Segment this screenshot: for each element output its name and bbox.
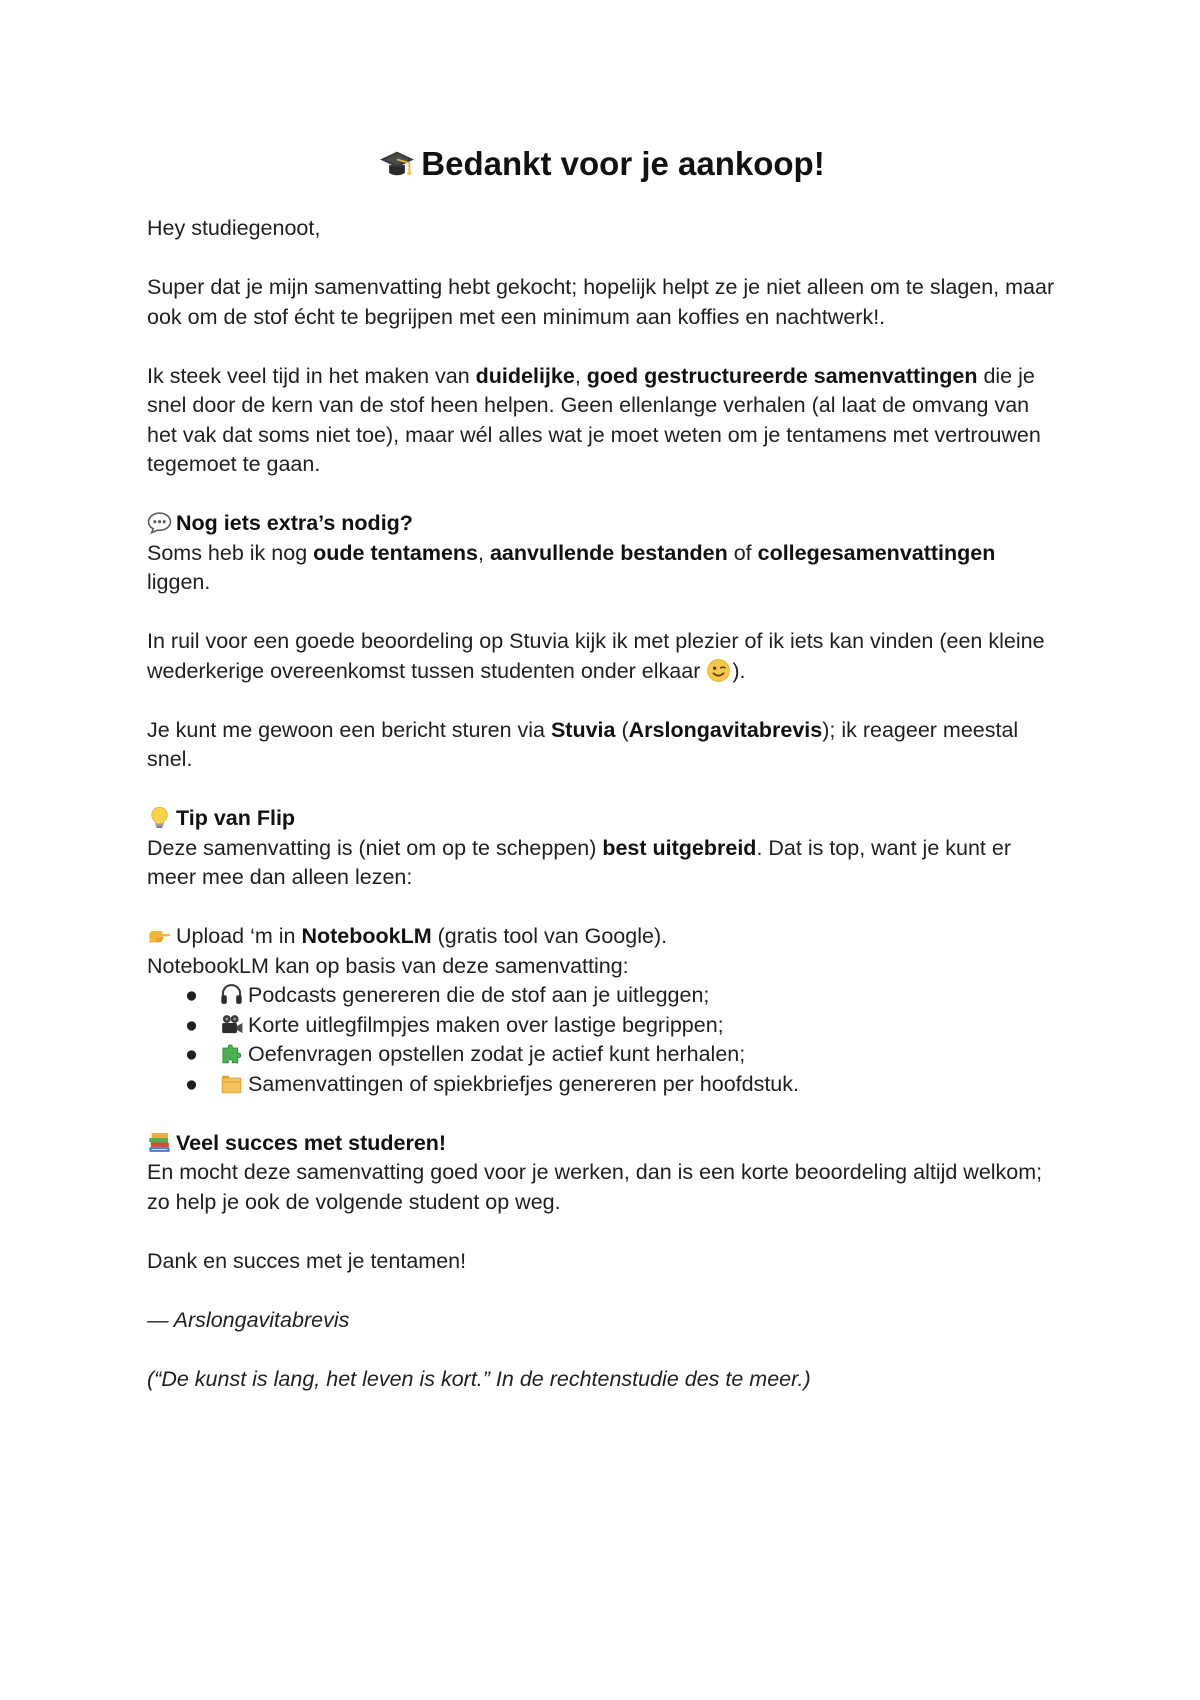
list-item: ● Samenvattingen of spiekbriefjes genereren per hoofdstuk. <box>185 1070 1057 1100</box>
closing-quote: (“De kunst is lang, het leven is kort.” In de rechtenstudie des te meer.) <box>147 1366 811 1391</box>
upload-line: Upload ‘m in NotebookLM (gratis tool van Google). <box>147 922 1057 952</box>
contact-paragraph: Je kunt me gewoon een bericht sturen via Stuvia (Arslongavitabrevis); ik reageer meestal snel. <box>147 717 1019 771</box>
upload-section <box>147 922 1057 981</box>
list-item: ● Podcasts genereren die de stof aan je uitleggen; <box>185 981 1057 1011</box>
success-section: Veel succes met studeren! En mocht deze samenvatting goed voor je werken, dan is een korte beoordeling altijd welkom; zo help je ook de volgende student op weg. <box>147 1129 1057 1218</box>
tip-heading: Tip van Flip <box>147 804 1057 834</box>
card-index-dividers-icon <box>219 1071 244 1096</box>
graduation-cap-icon <box>379 146 415 182</box>
tip-section: Tip van Flip Deze samenvatting is (niet om op te scheppen) best uitgebreid. Dat is top, want je kunt er meer mee dan alleen lezen: <box>147 804 1057 893</box>
winking-face-icon <box>706 658 731 683</box>
books-icon <box>147 1130 172 1155</box>
bullet-marker: ● <box>185 1071 198 1096</box>
success-heading: Veel succes met studeren! <box>147 1129 1057 1159</box>
bullet-marker: ● <box>185 1012 198 1037</box>
thanks-line: Dank en succes met je tentamen! <box>147 1248 467 1273</box>
page-title <box>147 140 1057 188</box>
review-paragraph: In ruil voor een goede beoordeling op Stuvia kijk ik met plezier of ik iets kan vinden (een kleine wederkerige overeenkomst tussen studenten onder elkaar ). <box>147 629 1045 683</box>
signature: — Arslongavitabrevis <box>147 1307 350 1332</box>
title-text: Bedankt voor je aankoop! <box>421 145 825 182</box>
headphones-icon <box>219 982 244 1007</box>
puzzle-piece-icon <box>219 1041 244 1066</box>
structure-paragraph: Ik steek veel tijd in het maken van duidelijke, goed gestructureerde samenvattingen die je snel door de kern van de stof heen helpen. Geen ellenlange verhalen (al laat de omvang van het vak dat soms niet toe), maar wél alles wat je moet weten om je tentamens met vertrouwen tegemoet te gaan. <box>147 363 1041 476</box>
extras-section: Nog iets extra’s nodig? Soms heb ik nog oude tentamens, aanvullende bestanden of collegesamenvattingen liggen. <box>147 509 1057 598</box>
notebooklm-feature-list <box>147 981 1057 1099</box>
bullet-marker: ● <box>185 1042 198 1066</box>
list-item: ● Oefenvragen opstellen zodat je actief kunt herhalen; <box>185 1040 1057 1070</box>
extras-heading: Nog iets extra’s nodig? <box>147 509 1057 539</box>
list-item: ● Korte uitlegfilmpjes maken over lastige begrippen; <box>185 1011 1057 1041</box>
document-body <box>147 140 1057 1424</box>
speech-bubble-icon <box>147 510 172 535</box>
movie-camera-icon <box>219 1012 244 1037</box>
pointing-hand-icon <box>147 923 172 948</box>
upload-intro-line: NotebookLM kan op basis van deze samenvatting: <box>147 953 629 978</box>
light-bulb-icon <box>147 805 172 830</box>
greeting: Hey studiegenoot, <box>147 216 321 240</box>
intro-paragraph: Super dat je mijn samenvatting hebt gekocht; hopelijk helpt ze je niet alleen om te slagen, maar ook om de stof écht te begrijpen met een minimum aan koffies en nachtwerk!. <box>147 275 1055 329</box>
bullet-marker: ● <box>185 983 198 1007</box>
